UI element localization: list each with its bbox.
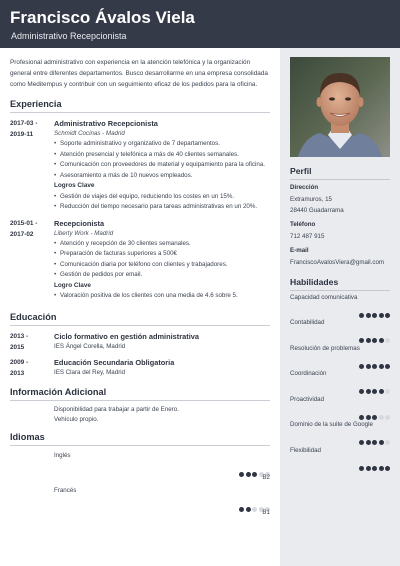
rating-dot-filled [379,338,384,343]
list-item: • Gestión de pedidos por email. [54,270,270,281]
skill-item [290,294,390,316]
rating-dot-filled [366,313,371,318]
rating-dot-filled [385,313,390,318]
education-heading: Educación [10,312,270,326]
achievements-label: Logro Clave [54,281,91,289]
experience-item [10,218,270,302]
rating-dot-filled [359,415,364,420]
rating-dot-empty [379,415,384,420]
rating-dot-filled [252,472,257,477]
rating-dot-filled [379,364,384,369]
list-item: • Comunicación con proveedores de material y equipamiento para la oficina. [54,160,270,171]
rating-dot-filled [366,338,371,343]
list-item: • Valoración positiva de los clientes con una media de 4.6 sobre 5. [54,291,270,302]
rating-dot-empty [385,440,390,445]
skill-name: Flexibilidad [290,447,321,454]
address-line: Extramuros, 15 [290,196,332,203]
rating-dot-filled [372,364,377,369]
summary-text: Profesional administrativo con experiencia en la atención telefónica y la organización general entre diferentes departamentos. Busco desarrollarme en una empresa consolidada como Meditempus y contribuir con un seguimiento eficaz de los pedidos para la oficina. [10,59,268,88]
phone-value: 712 487 915 [290,233,325,240]
rating-dot-filled [246,507,251,512]
languages-heading: Idiomas [10,432,270,446]
skill-item [290,345,390,367]
phone-label: Teléfono [290,221,316,228]
skill-name: Contabilidad [290,319,325,326]
language-item [10,487,270,514]
education-dates [10,331,50,353]
rating-dot-filled [379,389,384,394]
rating-dot-filled [372,415,377,420]
achievements-label: Logros Clave [54,182,95,189]
email-label: E-mail [290,247,309,254]
rating-dot-filled [366,466,371,471]
rating-dot-filled [372,313,377,318]
job-title: Administrativo Recepcionista [54,119,158,128]
rating-dot-empty [385,389,390,394]
skill-name: Resolución de problemas [290,345,360,352]
date-end: 2019-11 [10,131,34,138]
rating-dot-filled [359,313,364,318]
experience-dates [10,118,50,140]
list-item: • Atención presencial y telefónica a más de 40 clientes semanales. [54,150,270,161]
rating-dot-filled [372,389,377,394]
date-start: 2017-03 - [10,120,38,127]
list-item: • Asesoramiento a más de 10 nuevos empleados. [54,171,270,182]
date-end: 2013 [10,370,25,377]
rating-dot-filled [379,440,384,445]
skill-rating [358,458,391,476]
language-item [10,452,270,479]
job-company: Liberty Work - Madrid [54,229,114,237]
job-duties [54,239,270,281]
rating-dot-filled [385,364,390,369]
portrait-image [290,57,390,157]
rating-dot-empty [385,338,390,343]
skill-name: Proactividad [290,396,325,403]
language-name: Francés [54,486,77,494]
skill-name: Dominio de la suite de Google [290,421,373,428]
rating-dot-filled [366,440,371,445]
profile-heading: Perfil [290,166,390,180]
list-item: • Reducción del tiempo necesario para tareas administrativas en un 20%. [54,202,270,213]
rating-dot-filled [359,440,364,445]
main-column [10,57,270,514]
rating-dot-filled [359,389,364,394]
skill-name: Coordinación [290,370,327,377]
candidate-role: Administrativo Recepcionista [11,31,127,41]
rating-dot-filled [239,507,244,512]
education-dates [10,357,50,379]
skill-item [290,396,390,418]
list-item: • Comunicación diaria por teléfono con clientes y trabajadores. [54,260,270,271]
rating-dot-filled [366,364,371,369]
date-start: 2009 - [10,359,29,366]
school-name: IES Ángel Corella, Madrid [54,342,126,350]
rating-dot-filled [379,466,384,471]
experience-item [10,118,270,213]
job-achievements [54,192,270,213]
language-level: B1 [262,508,270,516]
profile-photo [290,57,390,157]
list-item: • Atención y recepción de 30 clientes semanales. [54,239,270,250]
rating-dot-empty [252,507,257,512]
rating-dot-empty [385,415,390,420]
skill-item [290,370,390,392]
job-duties [54,139,270,181]
skill-item [290,319,390,341]
skill-item [290,447,390,469]
additional-info-heading: Información Adicional [10,387,270,401]
job-company: Schmidt Cocinas - Madrid [54,130,125,137]
date-end: 2017-02 [10,230,34,238]
rating-dot-filled [246,472,251,477]
language-name: Inglés [54,451,71,459]
rating-dot-filled [385,466,390,471]
list-item: • Gestión de viajes del equipo, reduciendo los costes en un 15%. [54,192,270,203]
rating-dot-filled [359,364,364,369]
job-achievements [54,291,270,302]
date-end: 2015 [10,343,25,351]
education-item [10,331,270,353]
date-start: 2013 - [10,332,29,340]
additional-info-line: Disponibilidad para trabajar a partir de Enero. [54,405,179,413]
degree-title: Ciclo formativo en gestión administrativa [54,331,199,341]
skills-heading: Habilidades [290,277,390,291]
list-item: • Soporte administrativo y organizativo de 7 departamentos. [54,139,270,150]
date-start: 2015-01 - [10,219,38,227]
rating-dot-filled [372,338,377,343]
education-item [10,357,270,379]
language-level: B2 [262,473,270,481]
rating-dot-filled [379,313,384,318]
skill-item [290,421,390,443]
rating-dot-filled [359,338,364,343]
resume-header [0,0,400,48]
rating-dot-filled [372,440,377,445]
list-item: • Preparación de facturas superiores a 500€ [54,249,270,260]
rating-dot-filled [239,472,244,477]
email-value: FranciscoAvalosViera@gmail.com [290,259,385,266]
additional-info-line: Vehículo propio. [54,416,99,423]
school-name: IES Clara del Rey, Madrid [54,369,126,376]
degree-title: Educación Secundaria Obligatoria [54,358,175,367]
experience-heading: Experiencia [10,99,270,113]
address-line: 28440 Guadarrama [290,207,344,214]
rating-dot-filled [366,415,371,420]
job-title: Recepcionista [54,218,105,228]
additional-info-list [54,405,270,426]
candidate-name: Francisco Ávalos Viela [10,8,195,27]
rating-dot-filled [359,466,364,471]
address-label: Dirección [290,184,319,191]
sidebar [280,48,400,566]
rating-dot-filled [372,466,377,471]
rating-dot-filled [366,389,371,394]
skill-name: Capacidad comunicativa [290,294,358,301]
experience-dates [10,218,50,240]
